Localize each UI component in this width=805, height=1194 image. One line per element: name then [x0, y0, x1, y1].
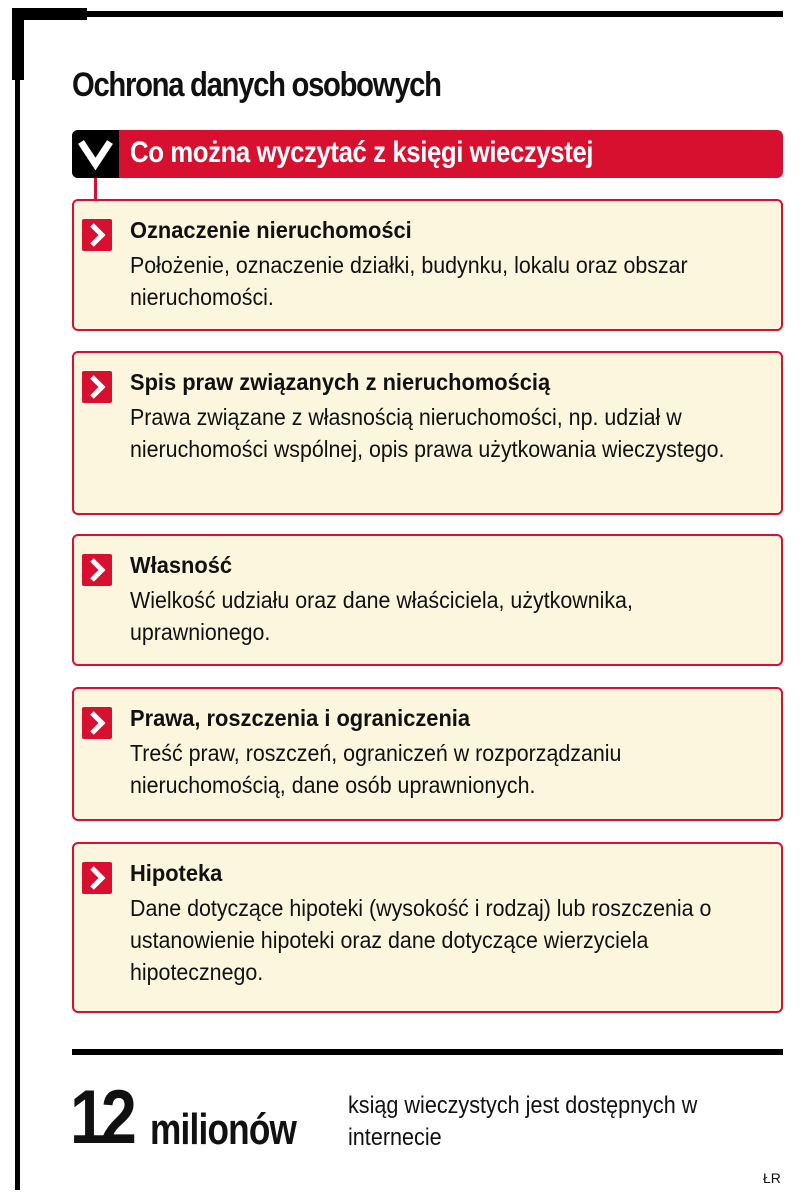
page-title: Ochrona danych osobowych: [72, 66, 441, 104]
info-box-heading: Hipoteka: [130, 860, 223, 886]
section-banner-label: Co można wyczytać z księgi wieczystej: [130, 136, 594, 169]
info-box: [72, 687, 783, 821]
stat-unit: milionów: [150, 1105, 297, 1154]
info-box-heading: Oznaczenie nieruchomości: [130, 217, 412, 243]
stat-number: 12: [70, 1075, 132, 1160]
info-box: [72, 842, 783, 1013]
info-box-heading: Spis praw związanych z nieruchomością: [130, 369, 551, 395]
left-rule-corner: [12, 10, 24, 80]
author-credit: ŁR: [763, 1170, 781, 1186]
left-rule: [15, 10, 20, 1190]
bottom-rule: [72, 1049, 783, 1055]
info-box-heading: Prawa, roszczenia i ograniczenia: [130, 705, 471, 731]
info-box-text: Treść praw, roszczeń, ograniczeń w rozporządzaniu nieruchomością, dane osób uprawnionych.: [130, 740, 622, 798]
info-box-text: Prawa związane z własnością nieruchomości, np. udział w nieruchomości wspólnej, opis prawa użytkowania wieczystego.: [130, 404, 725, 462]
chevron-down-icon: [72, 130, 119, 178]
chevron-right-icon: [82, 554, 112, 586]
info-box: [72, 199, 783, 331]
chevron-right-icon: [82, 862, 112, 894]
info-box-text: Dane dotyczące hipoteki (wysokość i rodzaj) lub roszczenia o ustanowienie hipoteki oraz dane dotyczące wierzyciela hipotecznego.: [130, 895, 712, 985]
info-box-text: Wielkość udziału oraz dane właściciela, użytkownika, uprawnionego.: [130, 587, 633, 645]
chevron-right-icon: [82, 707, 112, 739]
chevron-right-icon: [82, 371, 112, 403]
info-box: [72, 534, 783, 666]
top-rule: [12, 11, 783, 17]
stat-description: ksiąg wieczystych jest dostępnych w internecie: [348, 1092, 698, 1151]
info-box: [72, 351, 783, 515]
chevron-right-icon: [82, 219, 112, 251]
info-box-heading: Własność: [130, 552, 233, 578]
info-box-text: Położenie, oznaczenie działki, budynku, lokalu oraz obszar nieruchomości.: [130, 252, 688, 310]
